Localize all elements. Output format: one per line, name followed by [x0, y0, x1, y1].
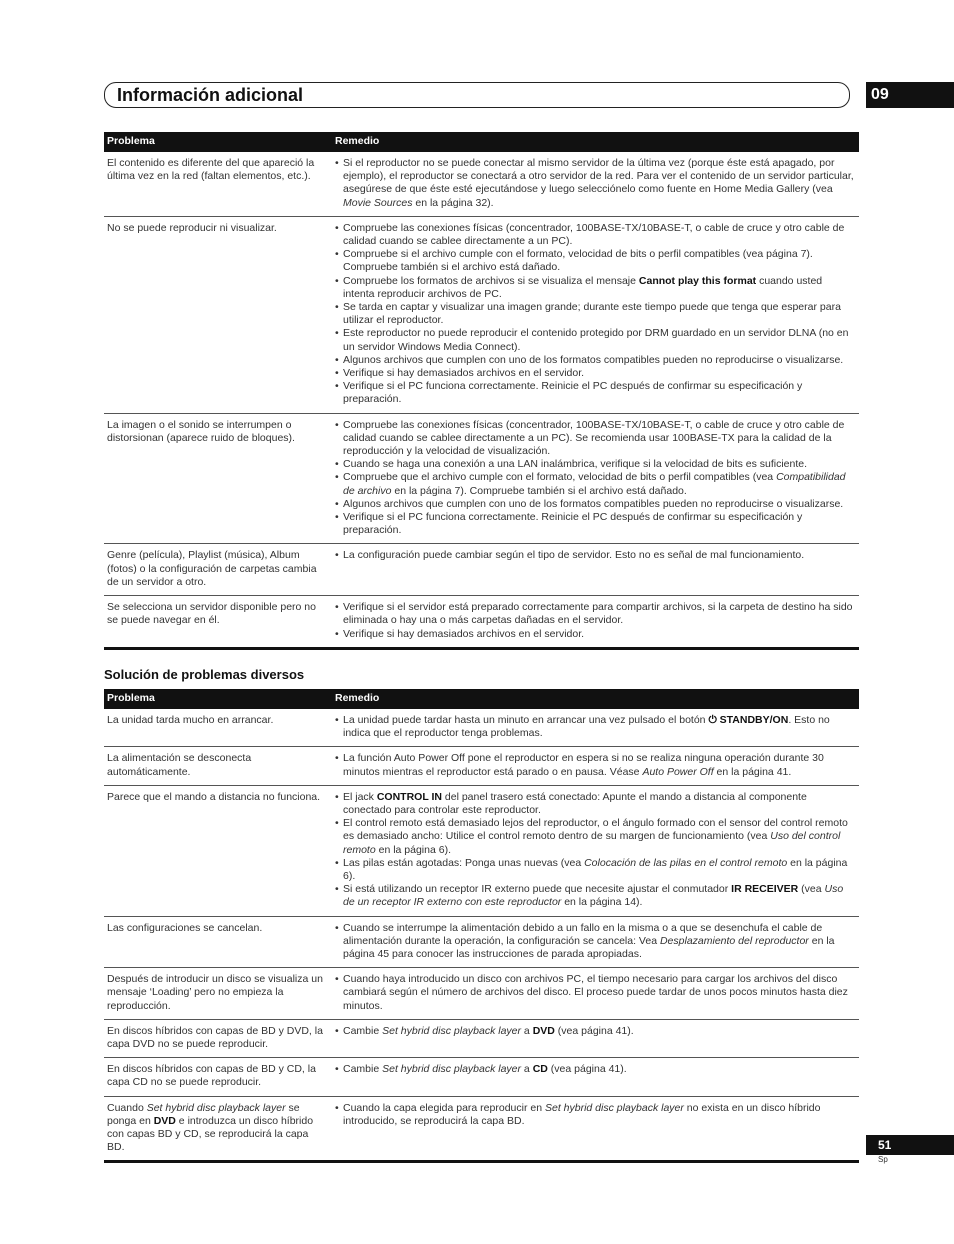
problem-cell [104, 916, 332, 968]
text-run: Cambie [343, 1063, 383, 1076]
table-row [104, 216, 859, 413]
column-header-remedy: Remedio [332, 132, 859, 152]
text-run: No se puede reproducir ni visualizar. [107, 221, 277, 234]
column-header-problem: Problema [104, 689, 332, 709]
remedy-item [335, 498, 856, 511]
remedy-item [335, 549, 856, 562]
text-run: (vea página 41). [547, 1063, 627, 1076]
text-run: Cuando se haga una conexión a una LAN inalámbrica, verifique si la velocidad de bits es suficiente. [343, 458, 808, 471]
text-run: . Esto no indica que el reproductor tenga problemas. [343, 714, 830, 740]
italic-reference: Movie Sources [343, 196, 413, 209]
remedy-item [335, 380, 856, 406]
text-run: (vea página 41). [554, 1024, 634, 1037]
remedy-item [335, 248, 856, 274]
remedy-list [335, 973, 856, 1013]
problem-cell [104, 1019, 332, 1057]
italic-reference: Set hybrid disc playback layer [382, 1024, 522, 1037]
italic-reference: Uso del control remoto [343, 830, 841, 856]
text-run: a [521, 1063, 533, 1076]
text-run: Algunos archivos que cumplen con uno de los formatos compatibles pueden no reproducirse o visualizarse. [343, 497, 844, 510]
text-run: se ponga en [107, 1101, 300, 1127]
text-run: Verifique si hay demasiados archivos en el servidor. [343, 627, 585, 640]
text-run: Cuando se interrumpe la alimentación debido a un fallo en la misma o a que se desenchufa el cable de alimentación durante la operación, la configuración se cancela: Vea [343, 921, 823, 947]
text-run: Las pilas están agotadas: Ponga unas nuevas (vea [343, 856, 585, 869]
italic-reference: Set hybrid disc playback layer [146, 1101, 286, 1114]
text-run: Se tarda en captar y visualizar una imagen grande; durante este tiempo puede que tenga que esperar para utilizar el reproductor. [343, 301, 841, 327]
remedy-item [335, 157, 856, 210]
text-run: Si está utilizando un receptor IR externo puede que necesite ajustar el conmutador [343, 883, 732, 896]
remedy-cell [332, 747, 859, 785]
problem-cell [104, 596, 332, 649]
remedy-list [335, 922, 856, 962]
remedy-cell [332, 1019, 859, 1057]
italic-reference: Uso de un receptor IR externo con este reproductor [343, 883, 844, 909]
text-run: La alimentación se desconecta automáticamente. [107, 752, 252, 778]
text-run: Compruebe los formatos de archivos si se visualiza el mensaje [343, 274, 639, 287]
text-run: El jack [343, 790, 377, 803]
table-row [104, 968, 859, 1020]
remedy-item [335, 714, 856, 740]
remedy-item [335, 922, 856, 962]
remedy-item [335, 275, 856, 301]
text-run: La imagen o el sonido se interrumpen o distorsionan (aparece ruido de bloques). [107, 418, 295, 444]
remedy-cell [332, 1058, 859, 1096]
text-run: Cambie [343, 1024, 383, 1037]
remedy-list [335, 1102, 856, 1128]
text-run: Si el reproductor no se puede conectar al mismo servidor de la última vez (porque éste está apagado, por ejemplo), el reproductor se conectará a otro servidor de la red. Para ver el contenido de un servidor particular, asegúrese de que éste esté ejecutándose y luego selecciónelo como fuente en Home Media Gallery (vea [343, 157, 854, 196]
text-run: Verifique si el servidor está preparado correctamente para compartir archivos, si la carpeta de destino ha sido eliminada o hay una o más carpetas dañadas en el servidor. [343, 601, 853, 627]
remedy-item [335, 327, 856, 353]
text-run: Verifique si el PC funciona correctamente. Reinicie el PC después de confirmar su especificación y preparación. [343, 511, 803, 537]
remedy-item [335, 752, 856, 778]
remedy-item [335, 817, 856, 857]
remedy-list [335, 714, 856, 740]
chapter-badge: 09 [866, 82, 954, 108]
problem-cell [104, 1096, 332, 1162]
remedy-list [335, 752, 856, 778]
text-run: en la página 32). [412, 196, 494, 209]
text-run: Las configuraciones se cancelan. [107, 921, 263, 934]
italic-reference: Desplazamiento del reproductor [659, 934, 809, 947]
remedy-item [335, 1025, 856, 1038]
table-row [104, 709, 859, 747]
remedy-cell [332, 916, 859, 968]
bold-term: CD [532, 1063, 548, 1076]
column-header-problem: Problema [104, 132, 332, 152]
text-run: El contenido es diferente del que apareció la última vez en la red (faltan elementos, etc.). [107, 157, 315, 183]
remedy-cell [332, 216, 859, 413]
text-run: a [521, 1024, 533, 1037]
remedy-list [335, 1063, 856, 1076]
text-run: La configuración puede cambiar según el tipo de servidor. Esto no es señal de mal funcionamiento. [343, 549, 805, 562]
remedy-item [335, 419, 856, 459]
text-run: Verifique si el PC funciona correctamente. Reinicie el PC después de confirmar su especificación y preparación. [343, 380, 803, 406]
remedy-item [335, 222, 856, 248]
remedy-list [335, 419, 856, 538]
text-run: en la página 45 para conocer las instrucciones de parada apropiadas. [343, 934, 835, 961]
remedy-item [335, 458, 856, 471]
text-run: Este reproductor no puede reproducir el contenido protegido por DRM guardado en un servidor DLNA (no en un servidor Windows Media Connect). [343, 327, 849, 353]
text-run: e introduzca un disco híbrido con capas BD y CD, se reproducirá la capa BD. [107, 1114, 314, 1154]
bold-term: Cannot play this format [638, 274, 757, 287]
text-run: Genre (película), Playlist (música), Album (fotos) o la configuración de carpetas cambia de un servidor a otro. [107, 549, 317, 588]
bold-term: DVD [153, 1114, 176, 1127]
text-run: en la página 14). [561, 896, 643, 909]
text-run: Verifique si hay demasiados archivos en el servidor. [343, 367, 585, 380]
table-row [104, 785, 859, 916]
table-row [104, 747, 859, 785]
page-number: 51 [866, 1135, 954, 1155]
table-row [104, 1096, 859, 1162]
text-run: Compruebe que el archivo cumple con el formato, velocidad de bits o perfil compatibles (vea [343, 471, 777, 484]
text-run: Después de introducir un disco se visualiza un mensaje ‘Loading’ pero no empieza la reproducción. [107, 973, 323, 1012]
remedy-item [335, 301, 856, 327]
remedy-cell [332, 709, 859, 747]
remedy-item [335, 791, 856, 817]
remedy-item [335, 883, 856, 909]
problem-cell [104, 544, 332, 596]
table-row [104, 152, 859, 216]
text-run: cuando usted intenta reproducir archivos de PC. [343, 274, 823, 300]
italic-reference: Auto Power Off [642, 765, 714, 778]
header-bar [104, 82, 850, 108]
italic-reference: Set hybrid disc playback layer [382, 1063, 522, 1076]
text-run: en la página 6). [375, 843, 451, 856]
remedy-item [335, 1063, 856, 1076]
text-run: Compruebe si el archivo cumple con el formato, velocidad de bits o perfil compatibles (vea página 7). Compruebe también si el archivo está dañado. [343, 248, 813, 274]
table-row [104, 596, 859, 649]
remedy-item [335, 973, 856, 1013]
remedy-cell [332, 968, 859, 1020]
text-run: Algunos archivos que cumplen con uno de los formatos compatibles pueden no reproducirse o visualizarse. [343, 353, 844, 366]
problem-cell [104, 785, 332, 916]
table-body [104, 709, 859, 1162]
text-run: En discos híbridos con capas de BD y CD, la capa CD no se puede reproducir. [107, 1063, 316, 1089]
remedy-item [335, 367, 856, 380]
bold-term: IR RECEIVER [731, 883, 799, 896]
text-run: El control remoto está demasiado lejos del reproductor, o el ángulo formado con el sensor del control remoto es demasiado ancho: Utilice el control remoto dentro de su margen de funcionamiento (vea [343, 817, 848, 843]
remedy-cell [332, 413, 859, 544]
italic-reference: Compatibilidad de archivo [343, 471, 846, 497]
table-row [104, 544, 859, 596]
problem-cell [104, 216, 332, 413]
text-run: En discos híbridos con capas de BD y DVD, la capa DVD no se puede reproducir. [107, 1024, 323, 1051]
remedy-item [335, 857, 856, 883]
bold-term: DVD [532, 1024, 555, 1037]
table-row [104, 1019, 859, 1057]
page-title: Información adicional [117, 85, 304, 105]
text-run: no exista en un disco híbrido introducido, se reproducirá la capa BD. [343, 1101, 821, 1127]
problem-cell [104, 1058, 332, 1096]
section-title: Solución de problemas diversos [104, 667, 305, 682]
remedy-list [335, 222, 856, 407]
text-run: La unidad puede tardar hasta un minuto en arrancar una vez pulsado el botón [343, 714, 709, 726]
text-run: del panel trasero está conectado: Apunte el mando a distancia al componente conectado para controlar este reproductor. [343, 790, 807, 817]
text-run: Cuando la capa elegida para reproducir en [343, 1101, 545, 1114]
remedy-item [335, 354, 856, 367]
text-run: en la página 6). [343, 856, 848, 883]
table-row [104, 916, 859, 968]
remedy-item [335, 628, 856, 641]
remedy-list [335, 791, 856, 910]
table-row [104, 413, 859, 544]
text-run: Parece que el mando a distancia no funciona. [107, 790, 321, 803]
text-run: Cuando [107, 1101, 147, 1114]
text-run: en la página 7). Compruebe también si el archivo está dañado. [391, 484, 687, 497]
table-row [104, 1058, 859, 1096]
remedy-list [335, 601, 856, 641]
text-run: Se selecciona un servidor disponible pero no se puede navegar en él. [107, 601, 316, 627]
column-header-remedy: Remedio [332, 689, 859, 709]
text-run: en la página 41. [713, 765, 792, 778]
misc-troubleshooting-table [104, 689, 859, 1163]
text-run: (vea [798, 883, 825, 896]
remedy-list [335, 549, 856, 562]
remedy-item [335, 601, 856, 627]
remedy-item [335, 1102, 856, 1128]
text-run: La función Auto Power Off pone el reproductor en espera si no se realiza ninguna operación durante 30 minutos mientras el reproductor está parado o en pausa. Véase [343, 752, 824, 778]
text-run: La unidad tarda mucho en arrancar. [107, 714, 274, 726]
problem-cell [104, 152, 332, 216]
table-body [104, 152, 859, 648]
text-run: Cuando haya introducido un disco con archivos PC, el tiempo necesario para cargar los archivos del disco cambiará según el número de archivos del disco. El proceso puede tardar de unos pocos minutos hasta diez minutos. [343, 973, 848, 1012]
remedy-item [335, 511, 856, 537]
remedy-list [335, 157, 856, 210]
problem-cell [104, 968, 332, 1020]
italic-reference: Set hybrid disc playback layer [544, 1101, 684, 1114]
bold-term: ⏻ STANDBY/ON [708, 714, 789, 726]
remedy-cell [332, 785, 859, 916]
problem-cell [104, 747, 332, 785]
remedy-list [335, 1025, 856, 1038]
problem-cell [104, 413, 332, 544]
remedy-cell [332, 152, 859, 216]
problem-cell [104, 709, 332, 747]
italic-reference: Colocación de las pilas en el control remoto [584, 856, 788, 869]
remedy-cell [332, 544, 859, 596]
remedy-cell [332, 596, 859, 649]
bold-term: CONTROL IN [376, 790, 442, 803]
remedy-cell [332, 1096, 859, 1162]
text-run: Compruebe las conexiones físicas (concentrador, 100BASE-TX/10BASE-T, o cable de cruce y otro cable de calidad cuando se cablee directamente a un PC). [343, 221, 845, 248]
language-code: Sp [878, 1155, 888, 1164]
network-troubleshooting-table [104, 132, 859, 650]
text-run: Compruebe las conexiones físicas (concentrador, 100BASE-TX/10BASE-T, o cable de cruce y otro cable de calidad cuando se cablee directamente a un PC). Se recomienda usar 100BASE-TX para la calidad de la reproducción y la velocidad de visualización. [343, 418, 845, 458]
remedy-item [335, 471, 856, 497]
